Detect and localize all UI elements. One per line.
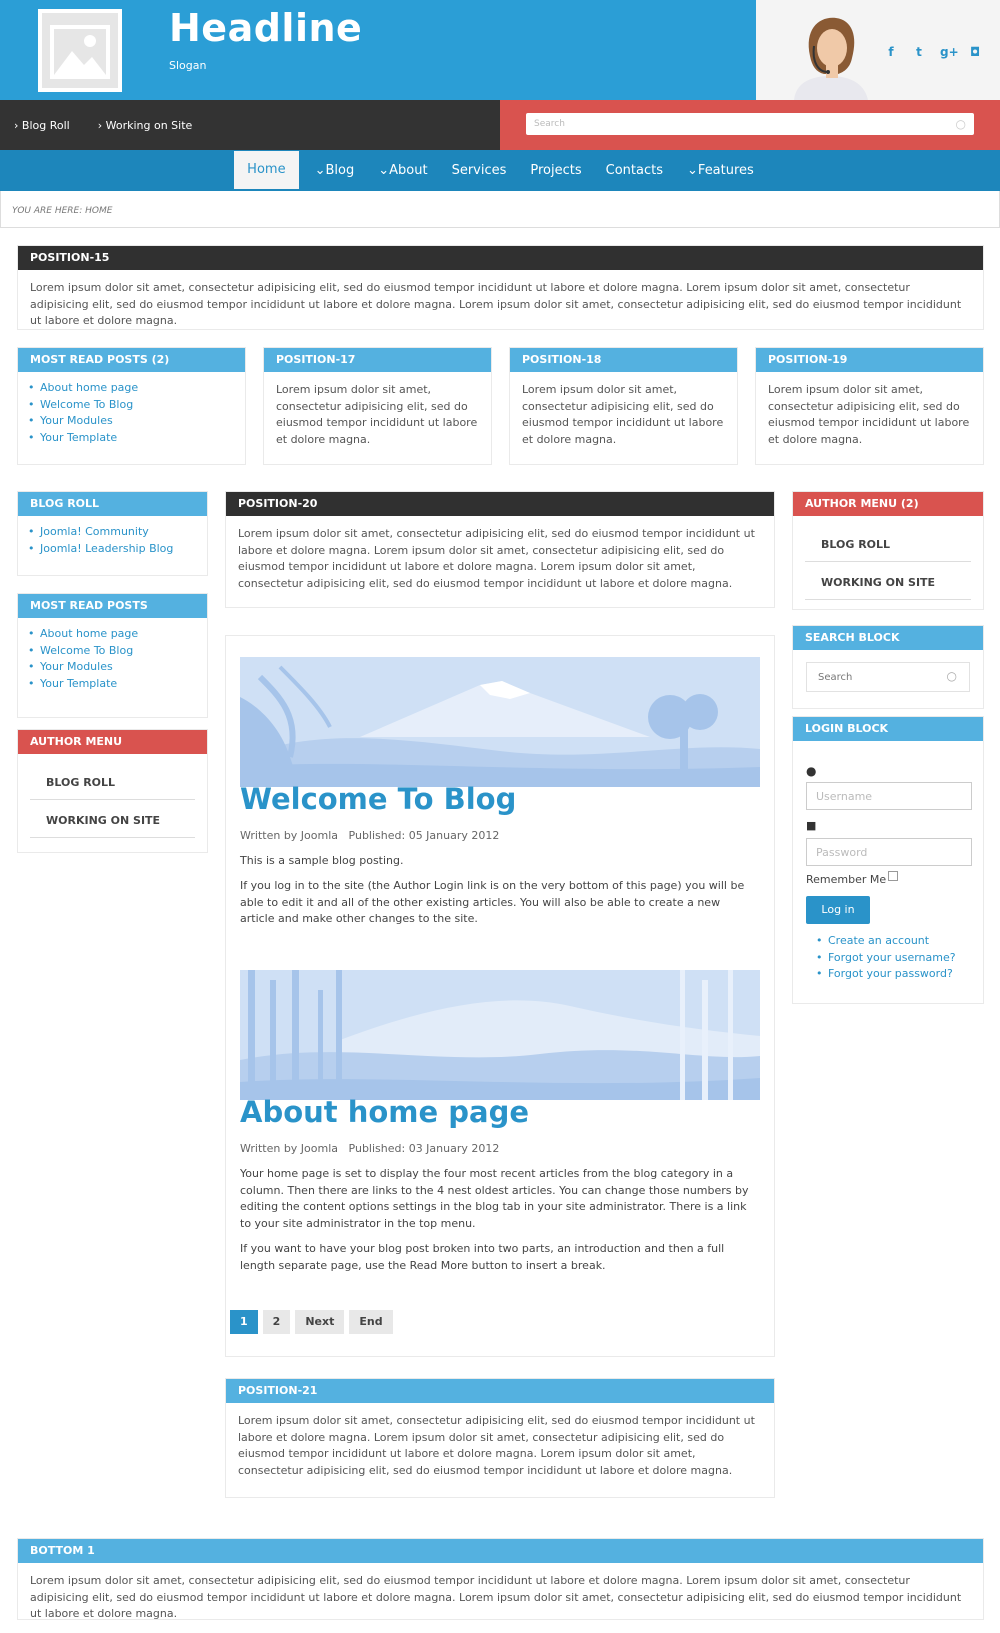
module-title: MOST READ POSTS	[18, 594, 207, 618]
module-title: POSITION-20	[226, 492, 774, 516]
chevron-down-icon: ⌄	[314, 163, 326, 178]
module-title: AUTHOR MENU	[18, 730, 207, 754]
search-icon[interactable]: ○	[946, 669, 957, 683]
list-item[interactable]: • About home page	[40, 626, 207, 643]
module-title: POSITION-15	[18, 246, 983, 270]
nav-features[interactable]: ⌄Features	[687, 163, 754, 178]
module-title: BOTTOM 1	[18, 1539, 983, 1563]
module-text: Lorem ipsum dolor sit amet, consectetur adipisicing elit, sed do eiusmod tempor incididunt ut labore et dolore magna. Lorem ipsum dolor sit amet, consectetur adipisicing elit, sed do eiusmod tempor incididunt ut labore et dolore magna. Lorem ipsum dolor sit amet, consectetur adipisicing elit, sed do eiusmod tempor incididunt ut labore et dolore magna.	[30, 281, 962, 327]
article-text: If you log in to the site (the Author Login link is on the very bottom of this page) you will be able to edit it and all of the other existing articles. You will also be able to create a new article and make other changes to the site.	[240, 879, 745, 925]
position-15-module	[17, 245, 984, 330]
menu-item-blog-roll[interactable]: BLOG ROLL	[805, 524, 971, 562]
article-meta: Written by Joomla Published: 03 January 2012	[240, 1142, 500, 1155]
menu-item-blog-roll[interactable]: BLOG ROLL	[30, 762, 195, 800]
list-item[interactable]: • Your Modules	[40, 413, 245, 430]
breadcrumb	[0, 191, 1000, 228]
module-title: POSITION-19	[756, 348, 983, 372]
position-21-module	[225, 1378, 775, 1498]
article-image-mountain	[240, 657, 760, 787]
nav-blog[interactable]: ⌄Blog	[314, 163, 355, 178]
position-20-module	[225, 491, 775, 608]
password-field[interactable]: Password	[806, 838, 972, 866]
pagination	[230, 1310, 393, 1334]
list-item[interactable]: • Joomla! Community	[40, 524, 207, 541]
list-item[interactable]: • Welcome To Blog	[40, 397, 245, 414]
twitter-icon[interactable]: t	[916, 45, 922, 59]
image-placeholder-icon	[50, 23, 110, 83]
list-item[interactable]: • Welcome To Blog	[40, 643, 207, 660]
site-headline: Headline	[169, 6, 363, 50]
menu-item-working-on-site[interactable]: WORKING ON SITE	[805, 562, 971, 600]
module-text: Lorem ipsum dolor sit amet, consectetur adipisicing elit, sed do eiusmod tempor incididunt ut labore et dolore magna.	[276, 383, 478, 446]
author-menu-right-module	[792, 491, 984, 610]
module-title: MOST READ POSTS (2)	[18, 348, 245, 372]
list-item[interactable]: • Your Modules	[40, 659, 207, 676]
module-title: POSITION-18	[510, 348, 737, 372]
chevron-down-icon: ⌄	[687, 163, 698, 178]
author-menu-left-module	[17, 729, 208, 853]
most-read-posts-module	[17, 593, 208, 718]
position-18-module	[509, 347, 738, 465]
article-title[interactable]: Welcome To Blog	[240, 782, 517, 816]
facebook-icon[interactable]: f	[888, 45, 894, 59]
main-nav	[0, 150, 1000, 191]
toplink-working-on-site[interactable]: › Working on Site	[97, 118, 193, 132]
module-text: Lorem ipsum dolor sit amet, consectetur adipisicing elit, sed do eiusmod tempor incididunt ut labore et dolore magna. Lorem ipsum dolor sit amet, consectetur adipisicing elit, sed do eiusmod tempor incididunt ut labore et dolore magna. Lorem ipsum dolor sit amet, consectetur adipisicing elit, sed do eiusmod tempor incididunt ut labore et dolore magna.	[30, 1574, 962, 1620]
list-item[interactable]: • Your Template	[40, 676, 207, 693]
search-icon[interactable]: ○	[955, 117, 966, 131]
google-plus-icon[interactable]: g+	[940, 45, 959, 59]
instagram-icon[interactable]: ◘	[969, 45, 981, 59]
article-image-bamboo	[240, 970, 760, 1100]
article-meta: Written by Joomla Published: 05 January 2012	[240, 829, 500, 842]
top-search-input[interactable]	[526, 113, 974, 135]
forgot-password-link[interactable]: • Forgot your password?	[816, 967, 953, 980]
list-item[interactable]: • Joomla! Leadership Blog	[40, 541, 207, 558]
nav-services[interactable]: Services	[451, 163, 507, 178]
module-title: POSITION-17	[264, 348, 491, 372]
page-1-button[interactable]: 1	[230, 1310, 258, 1334]
chevron-right-icon: ›	[14, 118, 19, 132]
blog-roll-module	[17, 491, 208, 576]
login-links	[816, 933, 956, 983]
create-account-link[interactable]: • Create an account	[816, 934, 930, 947]
list-item[interactable]: • About home page	[40, 380, 245, 397]
page-2-button[interactable]: 2	[263, 1310, 291, 1334]
nav-contacts[interactable]: Contacts	[605, 163, 664, 178]
chevron-right-icon: ›	[97, 118, 103, 132]
article-text: Your home page is set to display the four most recent articles from the blog category in a column. Then there are links to the 4 nest oldest articles. You can change those numbers by editing the content options settings in the blog tab in your site administrator. There is a link to your site administrator in the top menu.	[240, 1167, 749, 1230]
module-text: Lorem ipsum dolor sit amet, consectetur adipisicing elit, sed do eiusmod tempor incididunt ut labore et dolore magna.	[768, 383, 970, 446]
module-text: Lorem ipsum dolor sit amet, consectetur adipisicing elit, sed do eiusmod tempor incididunt ut labore et dolore magna. Lorem ipsum dolor sit amet, consectetur adipisicing elit, sed do eiusmod tempor incididunt ut labore et dolore magna. Lorem ipsum dolor sit amet, consectetur adipisicing elit, sed do eiusmod tempor incididunt ut labore et dolore magna.	[238, 527, 755, 590]
module-text: Lorem ipsum dolor sit amet, consectetur adipisicing elit, sed do eiusmod tempor incididunt ut labore et dolore magna.	[522, 383, 724, 446]
last-page-button[interactable]: End	[349, 1310, 392, 1334]
next-page-button[interactable]: Next	[295, 1310, 344, 1334]
module-title: LOGIN BLOCK	[793, 717, 983, 741]
menu-item-working-on-site[interactable]: WORKING ON SITE	[30, 800, 195, 838]
chevron-down-icon: ⌄	[378, 163, 390, 178]
article-text: If you want to have your blog post broken into two parts, an introduction and then a full length separate page, use the Read More button to insert a break.	[240, 1242, 725, 1272]
module-title: BLOG ROLL	[18, 492, 207, 516]
list-item[interactable]: • Your Template	[40, 430, 245, 447]
most-read-posts-2-module	[17, 347, 246, 465]
remember-me-label: Remember Me	[806, 873, 887, 886]
module-title: AUTHOR MENU (2)	[793, 492, 983, 516]
lock-icon: ■	[806, 819, 817, 832]
breadcrumb-text: YOU ARE HERE: HOME	[12, 206, 113, 216]
nav-home[interactable]: Home	[234, 151, 298, 189]
site-slogan: Slogan	[169, 59, 207, 72]
article-title[interactable]: About home page	[240, 1095, 530, 1129]
toplink-blog-roll[interactable]: › Blog Roll	[14, 118, 70, 132]
nav-projects[interactable]: Projects	[530, 163, 582, 178]
search-block-module	[792, 625, 984, 709]
module-title: SEARCH BLOCK	[793, 626, 983, 650]
top-search-area	[500, 100, 1000, 150]
username-field[interactable]: Username	[806, 782, 972, 810]
remember-me-checkbox[interactable]	[888, 871, 898, 881]
forgot-username-link[interactable]: • Forgot your username?	[816, 950, 956, 964]
site-logo[interactable]	[38, 9, 122, 92]
position-17-module	[263, 347, 492, 465]
search-block-input[interactable]	[806, 662, 970, 692]
user-icon: ●	[806, 764, 817, 778]
position-19-module	[755, 347, 984, 465]
article-text: This is a sample blog posting.	[240, 854, 404, 867]
nav-about[interactable]: ⌄About	[378, 163, 428, 178]
bottom-1-module	[17, 1538, 984, 1620]
module-text: Lorem ipsum dolor sit amet, consectetur adipisicing elit, sed do eiusmod tempor incididunt ut labore et dolore magna. Lorem ipsum dolor sit amet, consectetur adipisicing elit, sed do eiusmod tempor incididunt ut labore et dolore magna. Lorem ipsum dolor sit amet, consectetur adipisicing elit, sed do eiusmod tempor incididunt ut labore et dolore magna.	[238, 1414, 755, 1477]
search-placeholder: Search	[534, 119, 565, 129]
support-agent-image	[784, 6, 876, 100]
module-title: POSITION-21	[226, 1379, 774, 1403]
search-placeholder: Search	[818, 672, 853, 683]
log-in-button[interactable]: Log in	[806, 896, 870, 924]
social-links	[884, 45, 982, 59]
header-right-panel	[756, 0, 1000, 100]
